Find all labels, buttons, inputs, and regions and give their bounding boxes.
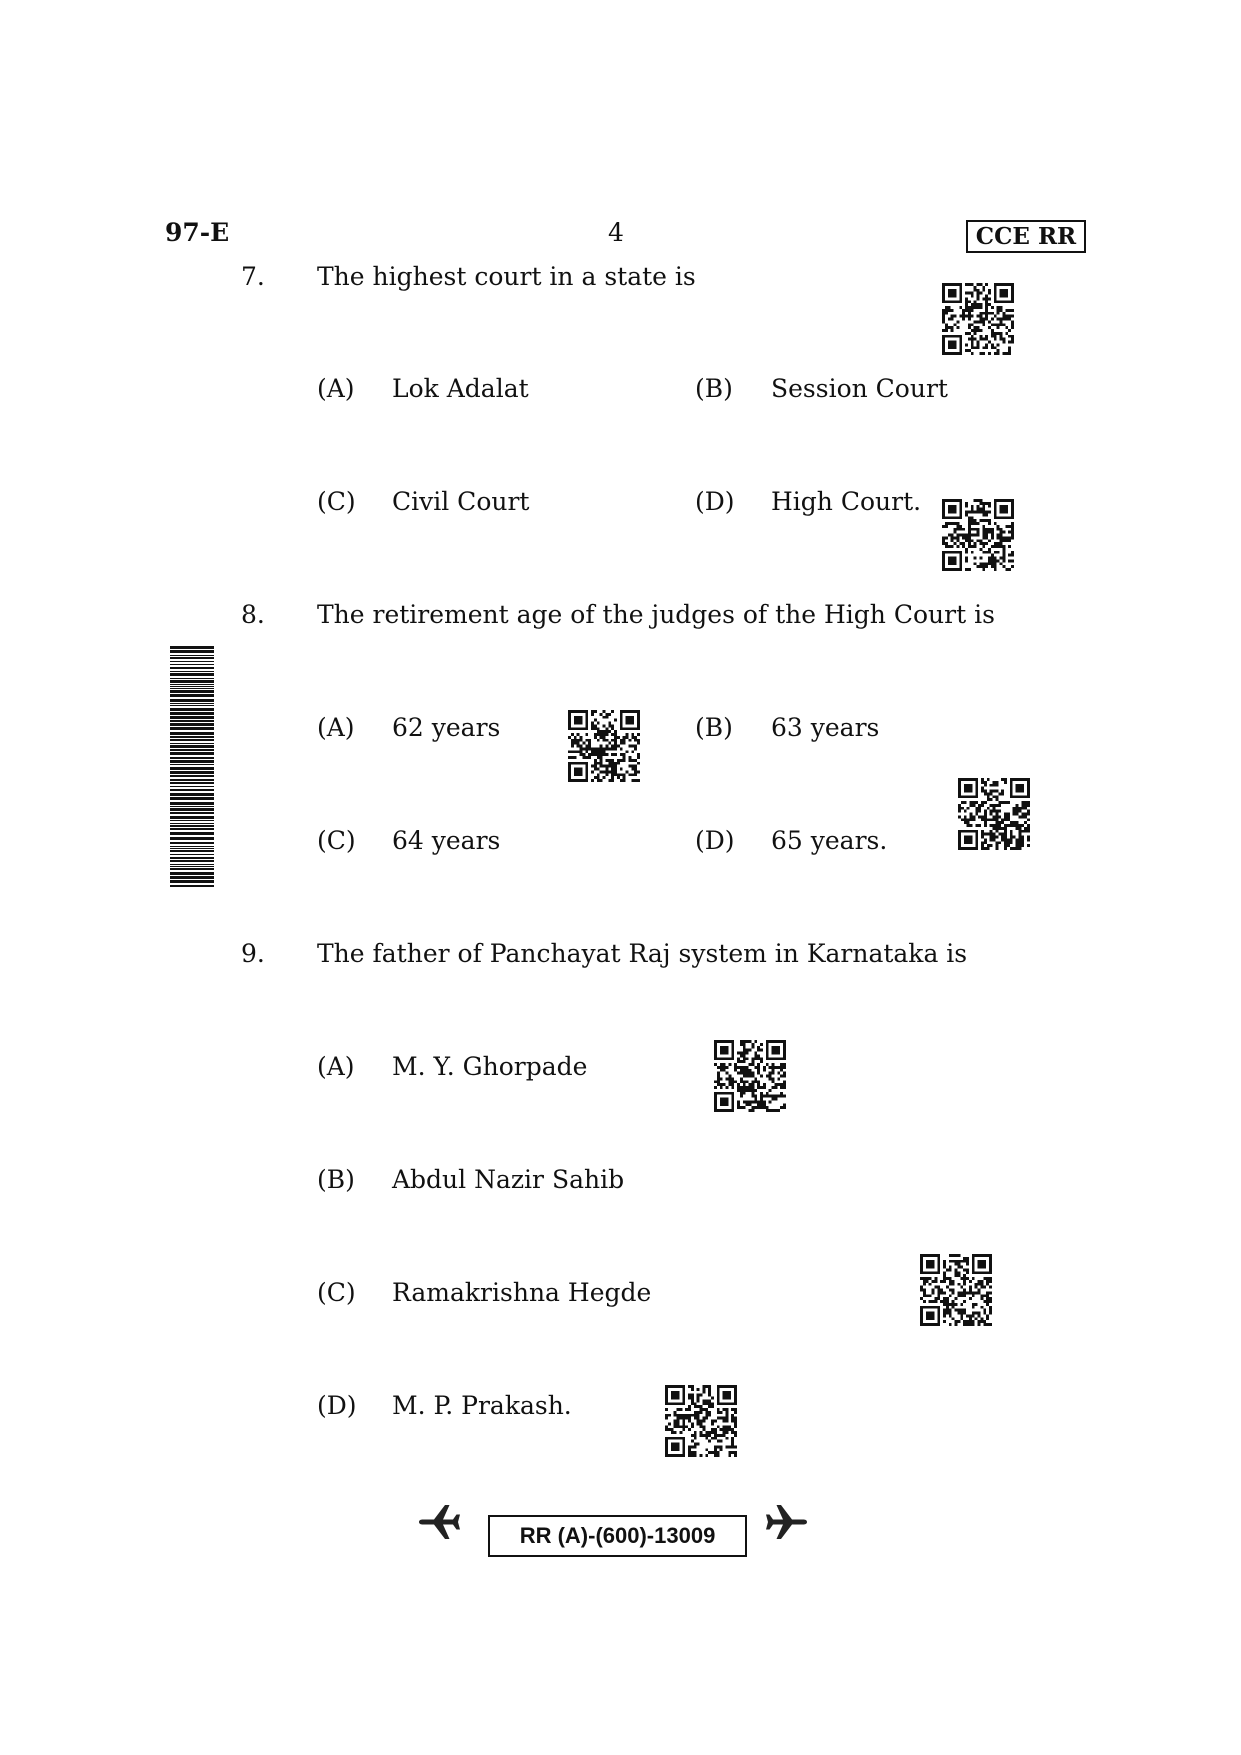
question-7-text: The highest court in a state is: [317, 262, 696, 291]
q9-option-c-text: Ramakrishna Hegde: [392, 1278, 652, 1307]
q8-option-d-label: (D): [695, 826, 735, 855]
q9-option-a-text: M. Y. Ghorpade: [392, 1052, 588, 1081]
airplane-icon: [417, 1499, 463, 1545]
qr-code-icon: [920, 1254, 992, 1326]
q8-option-c-label: (C): [317, 826, 356, 855]
footer-code-box: RR (A)-(600)-13009: [488, 1515, 747, 1557]
q9-option-c-label: (C): [317, 1278, 356, 1307]
airplane-icon: [763, 1499, 809, 1545]
q7-option-c-text: Civil Court: [392, 487, 530, 516]
qr-code-icon: [958, 778, 1030, 850]
q7-option-d-text: High Court.: [771, 487, 922, 516]
qr-code-icon: [665, 1385, 737, 1457]
q7-option-b-label: (B): [695, 374, 733, 403]
qr-code-icon: [714, 1040, 786, 1112]
q9-option-d-label: (D): [317, 1391, 357, 1420]
q7-option-a-label: (A): [317, 374, 355, 403]
q9-option-b-text: Abdul Nazir Sahib: [392, 1165, 625, 1194]
question-8-text: The retirement age of the judges of the High Court is: [317, 600, 995, 629]
question-8-number: 8.: [241, 600, 265, 629]
q9-option-d-text: M. P. Prakash.: [392, 1391, 572, 1420]
qr-code-icon: [568, 710, 640, 782]
q9-option-b-label: (B): [317, 1165, 355, 1194]
q7-option-c-label: (C): [317, 487, 356, 516]
question-9-text: The father of Panchayat Raj system in Karnataka is: [317, 939, 968, 968]
q7-option-a-text: Lok Adalat: [392, 374, 529, 403]
q8-option-a-text: 62 years: [392, 713, 501, 742]
paper-code: 97-E: [165, 218, 230, 247]
series-code-box: CCE RR: [966, 220, 1086, 253]
q7-option-d-label: (D): [695, 487, 735, 516]
q8-option-b-label: (B): [695, 713, 733, 742]
barcode-icon: [170, 646, 214, 890]
qr-code-icon: [942, 283, 1014, 355]
q9-option-a-label: (A): [317, 1052, 355, 1081]
q8-option-a-label: (A): [317, 713, 355, 742]
q8-option-d-text: 65 years.: [771, 826, 888, 855]
q8-option-b-text: 63 years: [771, 713, 880, 742]
page-number: 4: [608, 218, 624, 247]
q8-option-c-text: 64 years: [392, 826, 501, 855]
q7-option-b-text: Session Court: [771, 374, 948, 403]
question-7-number: 7.: [241, 262, 265, 291]
qr-code-icon: [942, 499, 1014, 571]
question-9-number: 9.: [241, 939, 265, 968]
